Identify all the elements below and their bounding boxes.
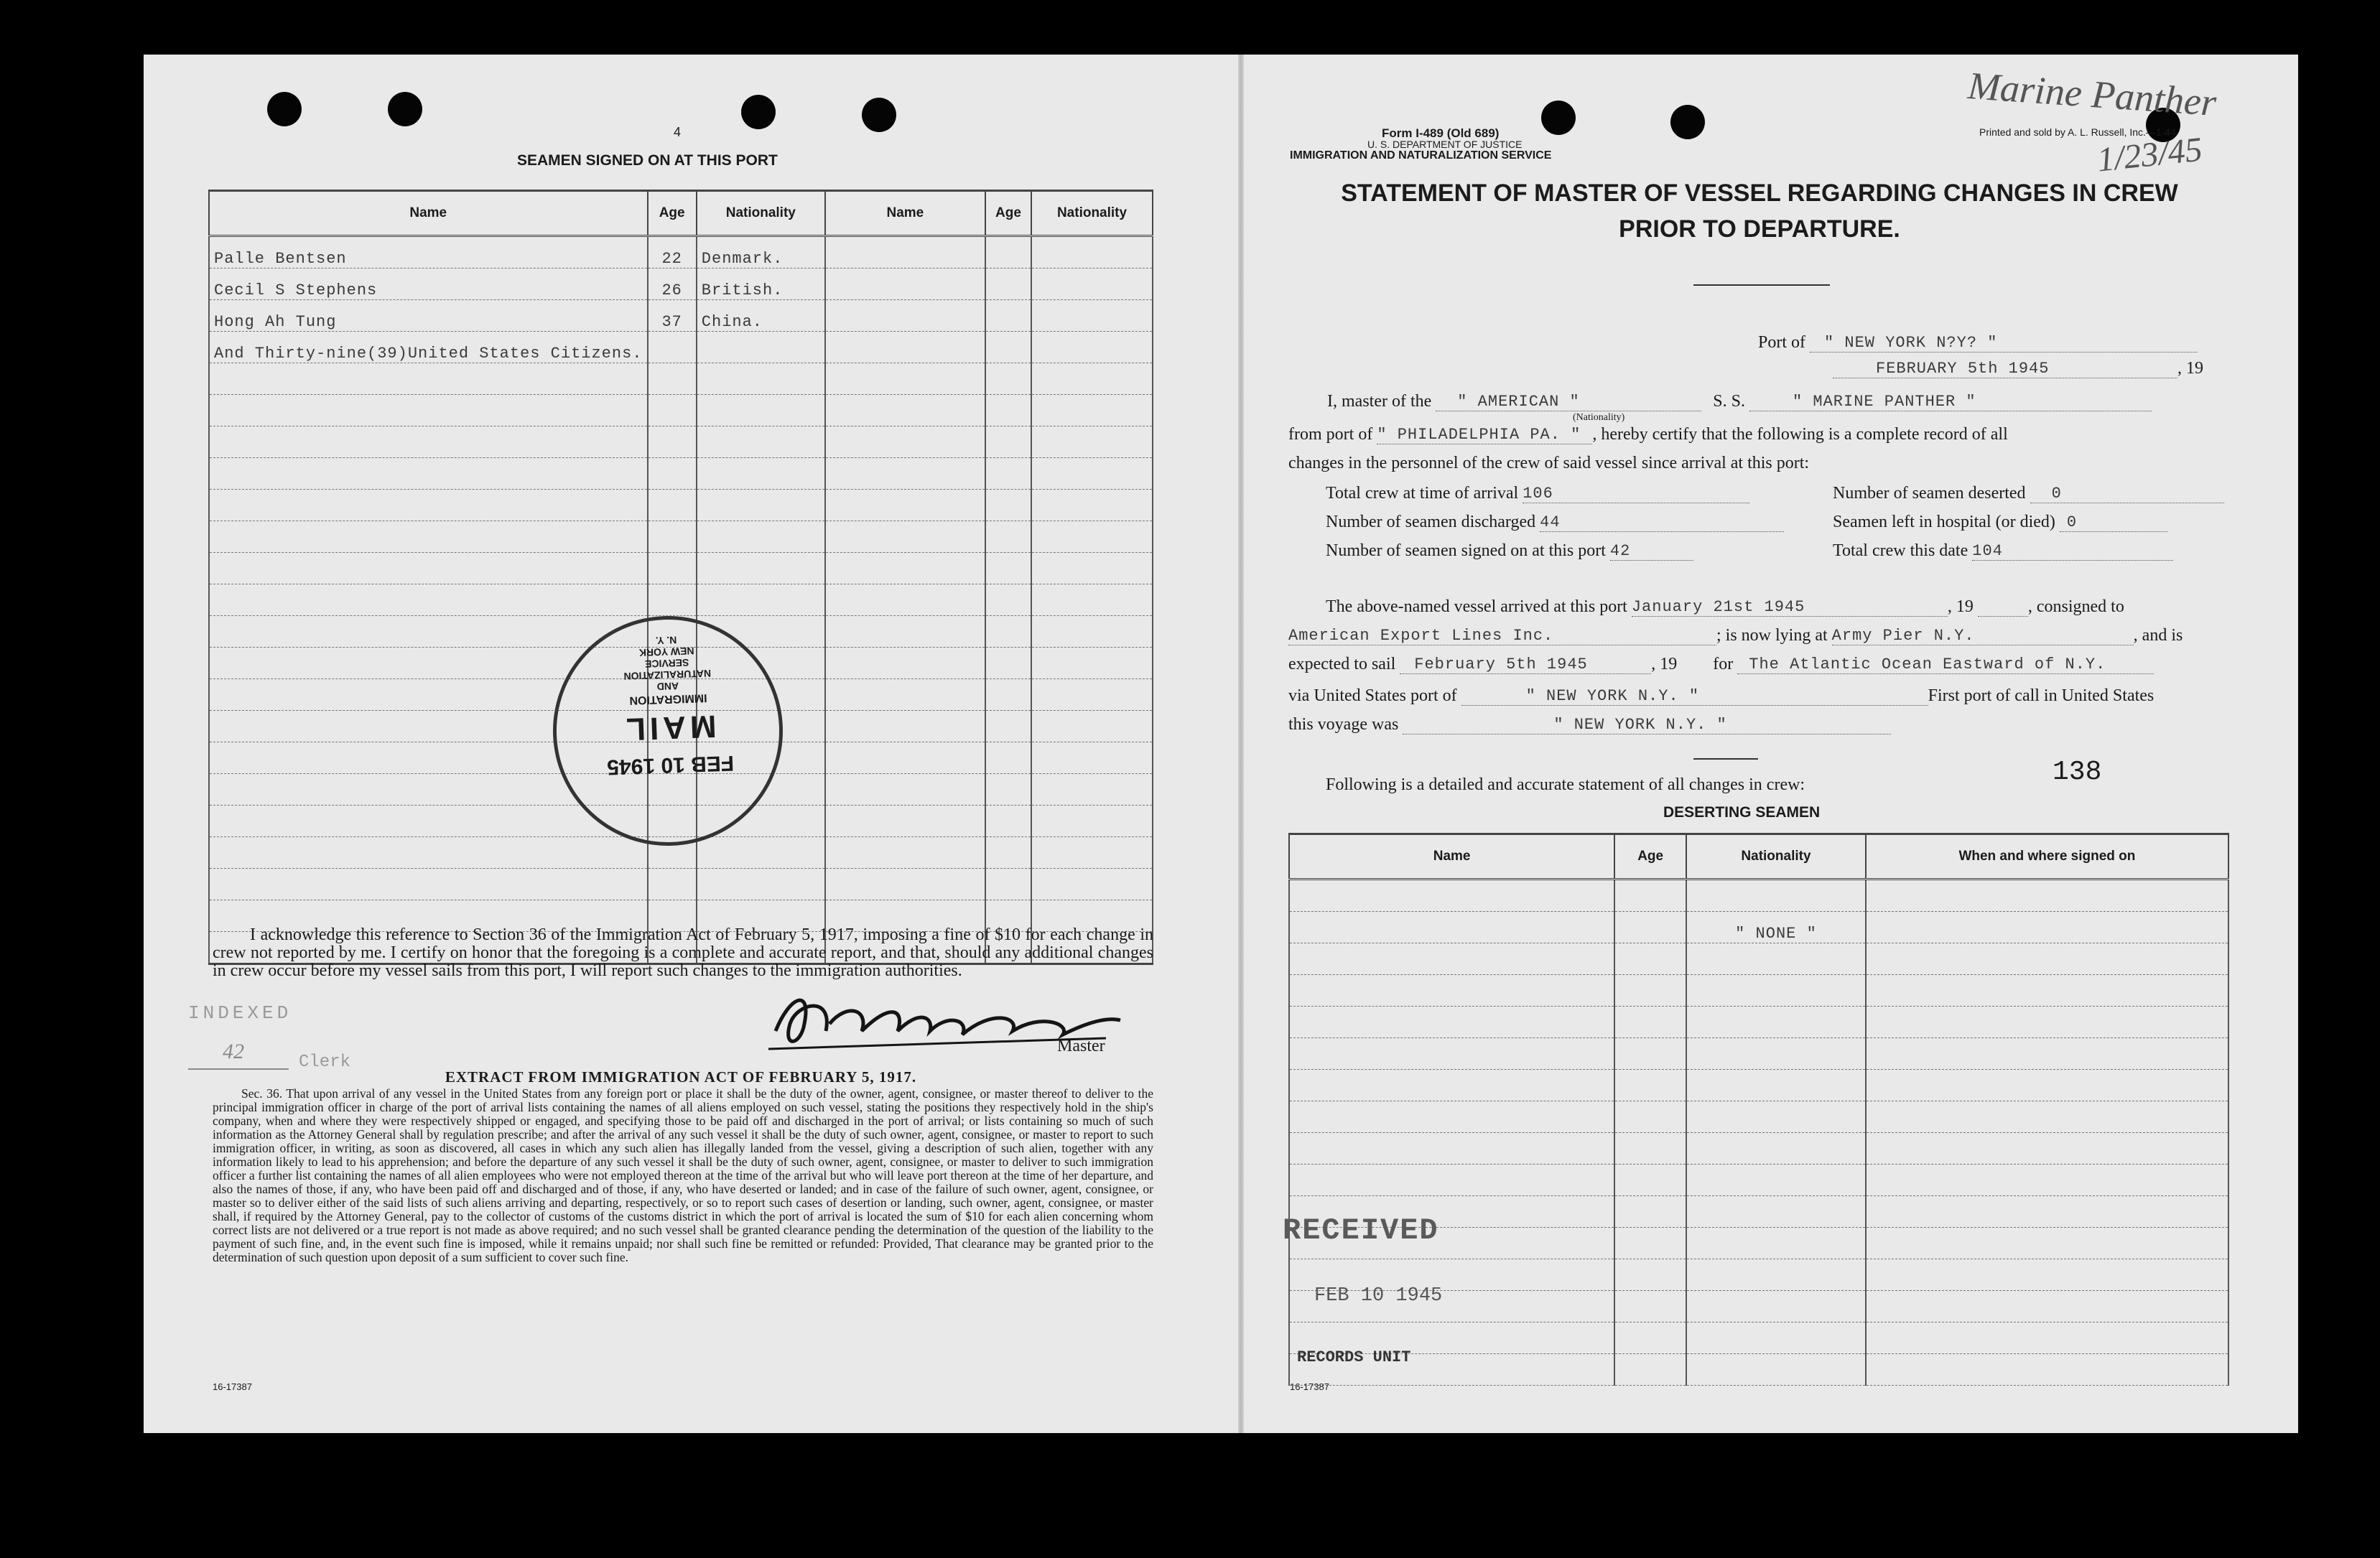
indexed-stamp: INDEXED (188, 1002, 292, 1024)
mail-postmark-stamp (549, 612, 787, 850)
punch-hole (1670, 105, 1705, 139)
extract-text: Sec. 36. That upon arrival of any vessel in the United States from any foreign port or place it shall be the duty of the owner, agent, consignee, or master thereof to deliver to the principal immigration officer in charge of the port of arrival lists containing the names of all aliens employed on such vessel, stating the positions they respectively hold in the ship's company, when and where they were respectively shipped or engaged, and specifying those to be paid off and discharged in the port of arrival; or lists containing so much of such information as the Attorney General shall by regulation prescribe; and after the arrival of any such vessel it shall be the duty of such owner, agent, consignee, or master to report to such immigration officer, in writing, as soon as discovered, all cases in which any such alien has illegally landed from the vessel, giving a description of such alien, together with any information likely to lead to his apprehension; and before the departure of any such vessel it shall be the duty of such owner, agent, consignee, or master to deliver to such immigration officer a further list containing the names of all alien employees who were not employed thereon at the time of the arrival but who will leave port thereon at the time of her departure, and also the names of those, if any, who have been paid off and discharged and of those, if any, who have deserted or landed; and in case of the failure of such owner, agent, consignee, or master so to deliver either of the said lists of such aliens arriving and departing, respectively, or so to report such cases of desertion or landing, such owner, agent, consignee, or master shall, if required by the Attorney General, pay to the collector of customs of the customs district in which the port of arrival is located the sum of $10 for each alien concerning whom correct lists are not delivered or a true report is not made as above required; and no such vessel shall be granted clearance pending the determination of the question of the liability to the payment of such fine, and, in the event such fine is imposed, while it remains unpaid; nor shall such fine be remitted or refunded: Provided, That clearance may be granted prior to the determination of such question upon deposit of a sum sufficient to cover such fine. (213, 1086, 1153, 1264)
postmark-line: NEW YORK (638, 645, 694, 659)
page-fold (1238, 55, 1244, 1433)
master-of-label: I, master of the (1327, 392, 1432, 411)
punch-hole (741, 95, 776, 129)
date-suffix: , 19 (2177, 359, 2203, 378)
consignee-value: American Export Lines Inc. (1288, 627, 1716, 645)
column-header-name: Name (825, 191, 985, 236)
port-label: Port of (1758, 333, 1805, 352)
nationality-value: " AMERICAN " (1436, 393, 1701, 411)
voyage-divider (1693, 758, 1758, 760)
postmark-line: IMMIGRATION (629, 691, 707, 706)
column-header-name: Name (1289, 834, 1614, 880)
clerk-label: Clerk (299, 1053, 351, 1072)
postmark-line: N. Y. (655, 634, 677, 647)
punch-hole (267, 92, 302, 126)
hospital-value: 0 (2060, 513, 2167, 532)
arrived-label: The above-named vessel arrived at this port (1326, 597, 1627, 616)
via-value: " NEW YORK N.Y. " (1461, 687, 1928, 706)
service-name: IMMIGRATION AND NATURALIZATION SERVICE (1290, 149, 1552, 162)
total-today-value: 104 (1972, 542, 2173, 561)
first-port-label: First port of call in United States (1928, 686, 2154, 705)
signed-on-label: Number of seamen signed on at this port (1326, 541, 1606, 560)
expected-sail-line (1288, 655, 2154, 674)
via-label: via United States port of (1288, 686, 1457, 705)
signed-on-value: 42 (1610, 542, 1693, 561)
voyage-line (1288, 715, 1891, 734)
lying-value: Army Pier N.Y. (1832, 627, 2134, 645)
arrived-suffix: , 19 (1947, 597, 1974, 616)
column-header-nationality: Nationality (697, 191, 825, 236)
arrived-value: January 21st 1945 (1632, 598, 1948, 617)
form-number: Form I-489 (Old 689) (1382, 126, 1500, 140)
from-port-label: from port of (1288, 425, 1373, 444)
following-statement: Following is a detailed and accurate statement of all changes in crew: (1326, 775, 1805, 794)
certify-text: , hereby certify that the following is a complete record of all (1592, 425, 2008, 444)
postmark-line: SERVICE (644, 656, 689, 671)
postmark-line: NATURALIZATION (623, 667, 712, 683)
section-title: SEAMEN SIGNED ON AT THIS PORT (517, 152, 778, 169)
port-value: " NEW YORK N?Y? " (1810, 334, 2198, 353)
voyage-value: " NEW YORK N.Y. " (1403, 716, 1891, 734)
deserted-label: Number of seamen deserted (1833, 484, 2026, 503)
seaman-name: Palle Bentsen (209, 236, 648, 269)
extract-title: EXTRACT FROM IMMIGRATION ACT OF FEBRUARY 5, 1917. (445, 1068, 917, 1086)
punch-hole (388, 92, 422, 126)
port-line (1758, 333, 2198, 353)
seamen-signed-on-table (208, 190, 1153, 965)
arrival-line (1326, 597, 2124, 617)
master-line (1327, 392, 2152, 411)
from-port-value: " PHILADELPHIA PA. " (1377, 426, 1592, 444)
form-title: STATEMENT OF MASTER OF VESSEL REGARDING CHANGES IN CREW (1341, 179, 2178, 207)
form-code: 16-17387 (213, 1381, 252, 1392)
column-header-nationality: Nationality (1686, 834, 1866, 880)
table-row (209, 332, 1153, 363)
discharged-label: Number of seamen discharged (1326, 513, 1536, 531)
seaman-nationality: Denmark. (697, 236, 825, 269)
seaman-nationality: China. (697, 300, 825, 332)
column-header-age: Age (648, 191, 697, 236)
title-divider (1693, 284, 1830, 286)
punch-hole (1541, 101, 1576, 135)
nationality-caption: (Nationality) (1573, 412, 1625, 423)
form-code: 16-17387 (1290, 1381, 1329, 1392)
received-date: FEB 10 1945 (1314, 1285, 1443, 1307)
crew-count-line (1326, 541, 1693, 561)
postmark-date: FEB 10 1945 (606, 750, 735, 779)
received-stamp: RECEIVED (1283, 1213, 1439, 1248)
column-header-nationality: Nationality (1031, 191, 1153, 236)
crew-count-line (1833, 484, 2224, 503)
total-crew-arrival-value: 106 (1523, 485, 1749, 503)
printer-note: Printed and sold by A. L. Russell, Inc.—1-44 (1979, 126, 2176, 138)
voyage-label: this voyage was (1288, 715, 1399, 734)
expected-suffix: , 19 (1651, 655, 1678, 673)
punch-hole (862, 98, 896, 132)
form-title: PRIOR TO DEPARTURE. (1619, 215, 1900, 243)
crew-count-line (1833, 541, 2173, 561)
discharged-value: 44 (1540, 513, 1784, 532)
records-unit-stamp: RECORDS UNIT (1297, 1348, 1411, 1366)
column-header-age: Age (985, 191, 1031, 236)
seaman-nationality: British. (697, 269, 825, 300)
expected-label: expected to sail (1288, 655, 1396, 673)
expected-value: February 5th 1945 (1400, 656, 1651, 674)
column-header-name: Name (209, 191, 648, 236)
postmark-word: MAIL (621, 708, 717, 747)
destination-value: The Atlantic Ocean Eastward of N.Y. (1737, 656, 2154, 674)
lying-label: ; is now lying at (1716, 626, 1828, 645)
crew-count-line (1833, 513, 2167, 532)
total-today-label: Total crew this date (1833, 541, 1968, 560)
seaman-name: Hong Ah Tung (209, 300, 648, 332)
seaman-age: 22 (648, 236, 697, 269)
seaman-name: Cecil S Stephens (209, 269, 648, 300)
seaman-age: 26 (648, 269, 697, 300)
ss-label: S. S. (1713, 392, 1745, 411)
seaman-name: And Thirty-nine(39)United States Citizens. (209, 332, 648, 363)
deserting-seamen-title: DESERTING SEAMEN (1663, 804, 1821, 821)
column-header-age: Age (1614, 834, 1686, 880)
department: U. S. DEPARTMENT OF JUSTICE (1367, 139, 1523, 150)
sheet-number: 138 (2053, 757, 2102, 788)
table-row (1289, 912, 2228, 943)
clerk-initials: 42 (223, 1040, 244, 1063)
consignee-line (1288, 626, 2183, 645)
seaman-age: 37 (648, 300, 697, 332)
postmark-line: AND (656, 680, 679, 693)
table-row (209, 269, 1153, 300)
ship-name: " MARINE PANTHER " (1749, 393, 2152, 411)
crew-count-line (1326, 484, 1749, 503)
crew-count-line (1326, 513, 1784, 532)
column-header-signed-on: When and where signed on (1866, 834, 2228, 880)
table-row (209, 300, 1153, 332)
handwritten-date: 1/23/45 (2095, 130, 2205, 179)
date-value: FEBRUARY 5th 1945 (1833, 360, 2177, 378)
deserting-entry: " NONE " (1686, 912, 1866, 943)
consigned-label: , consigned to (2027, 597, 2124, 616)
certify-text: changes in the personnel of the crew of said vessel since arrival at this port: (1288, 454, 1810, 472)
total-crew-arrival-label: Total crew at time of arrival (1326, 484, 1519, 503)
and-is-label: , and is (2133, 626, 2183, 645)
hospital-label: Seamen left in hospital (or died) (1833, 513, 2055, 531)
page-number: 4 (674, 125, 682, 139)
master-label: Master (1057, 1037, 1105, 1055)
table-row (209, 236, 1153, 269)
from-port-line (1288, 425, 2008, 444)
certify-line (1288, 454, 1809, 473)
deserted-value: 0 (2030, 485, 2224, 503)
for-label: for (1713, 655, 1734, 673)
date-line (1833, 359, 2203, 378)
handwritten-ship-note: Marine Panther (1966, 63, 2218, 125)
acknowledgement-text: I acknowledge this reference to Section 36 of the Immigration Act of February 5, 1917, imposing a fine of $10 for each change in crew not reported by me. I certify on honor that the foregoing is a complete and accurate report, and that, should any additional changes in crew occur before my vessel sails from this port, I will report such changes to the immigration authorities. (213, 925, 1153, 980)
via-port-line (1288, 686, 2154, 706)
